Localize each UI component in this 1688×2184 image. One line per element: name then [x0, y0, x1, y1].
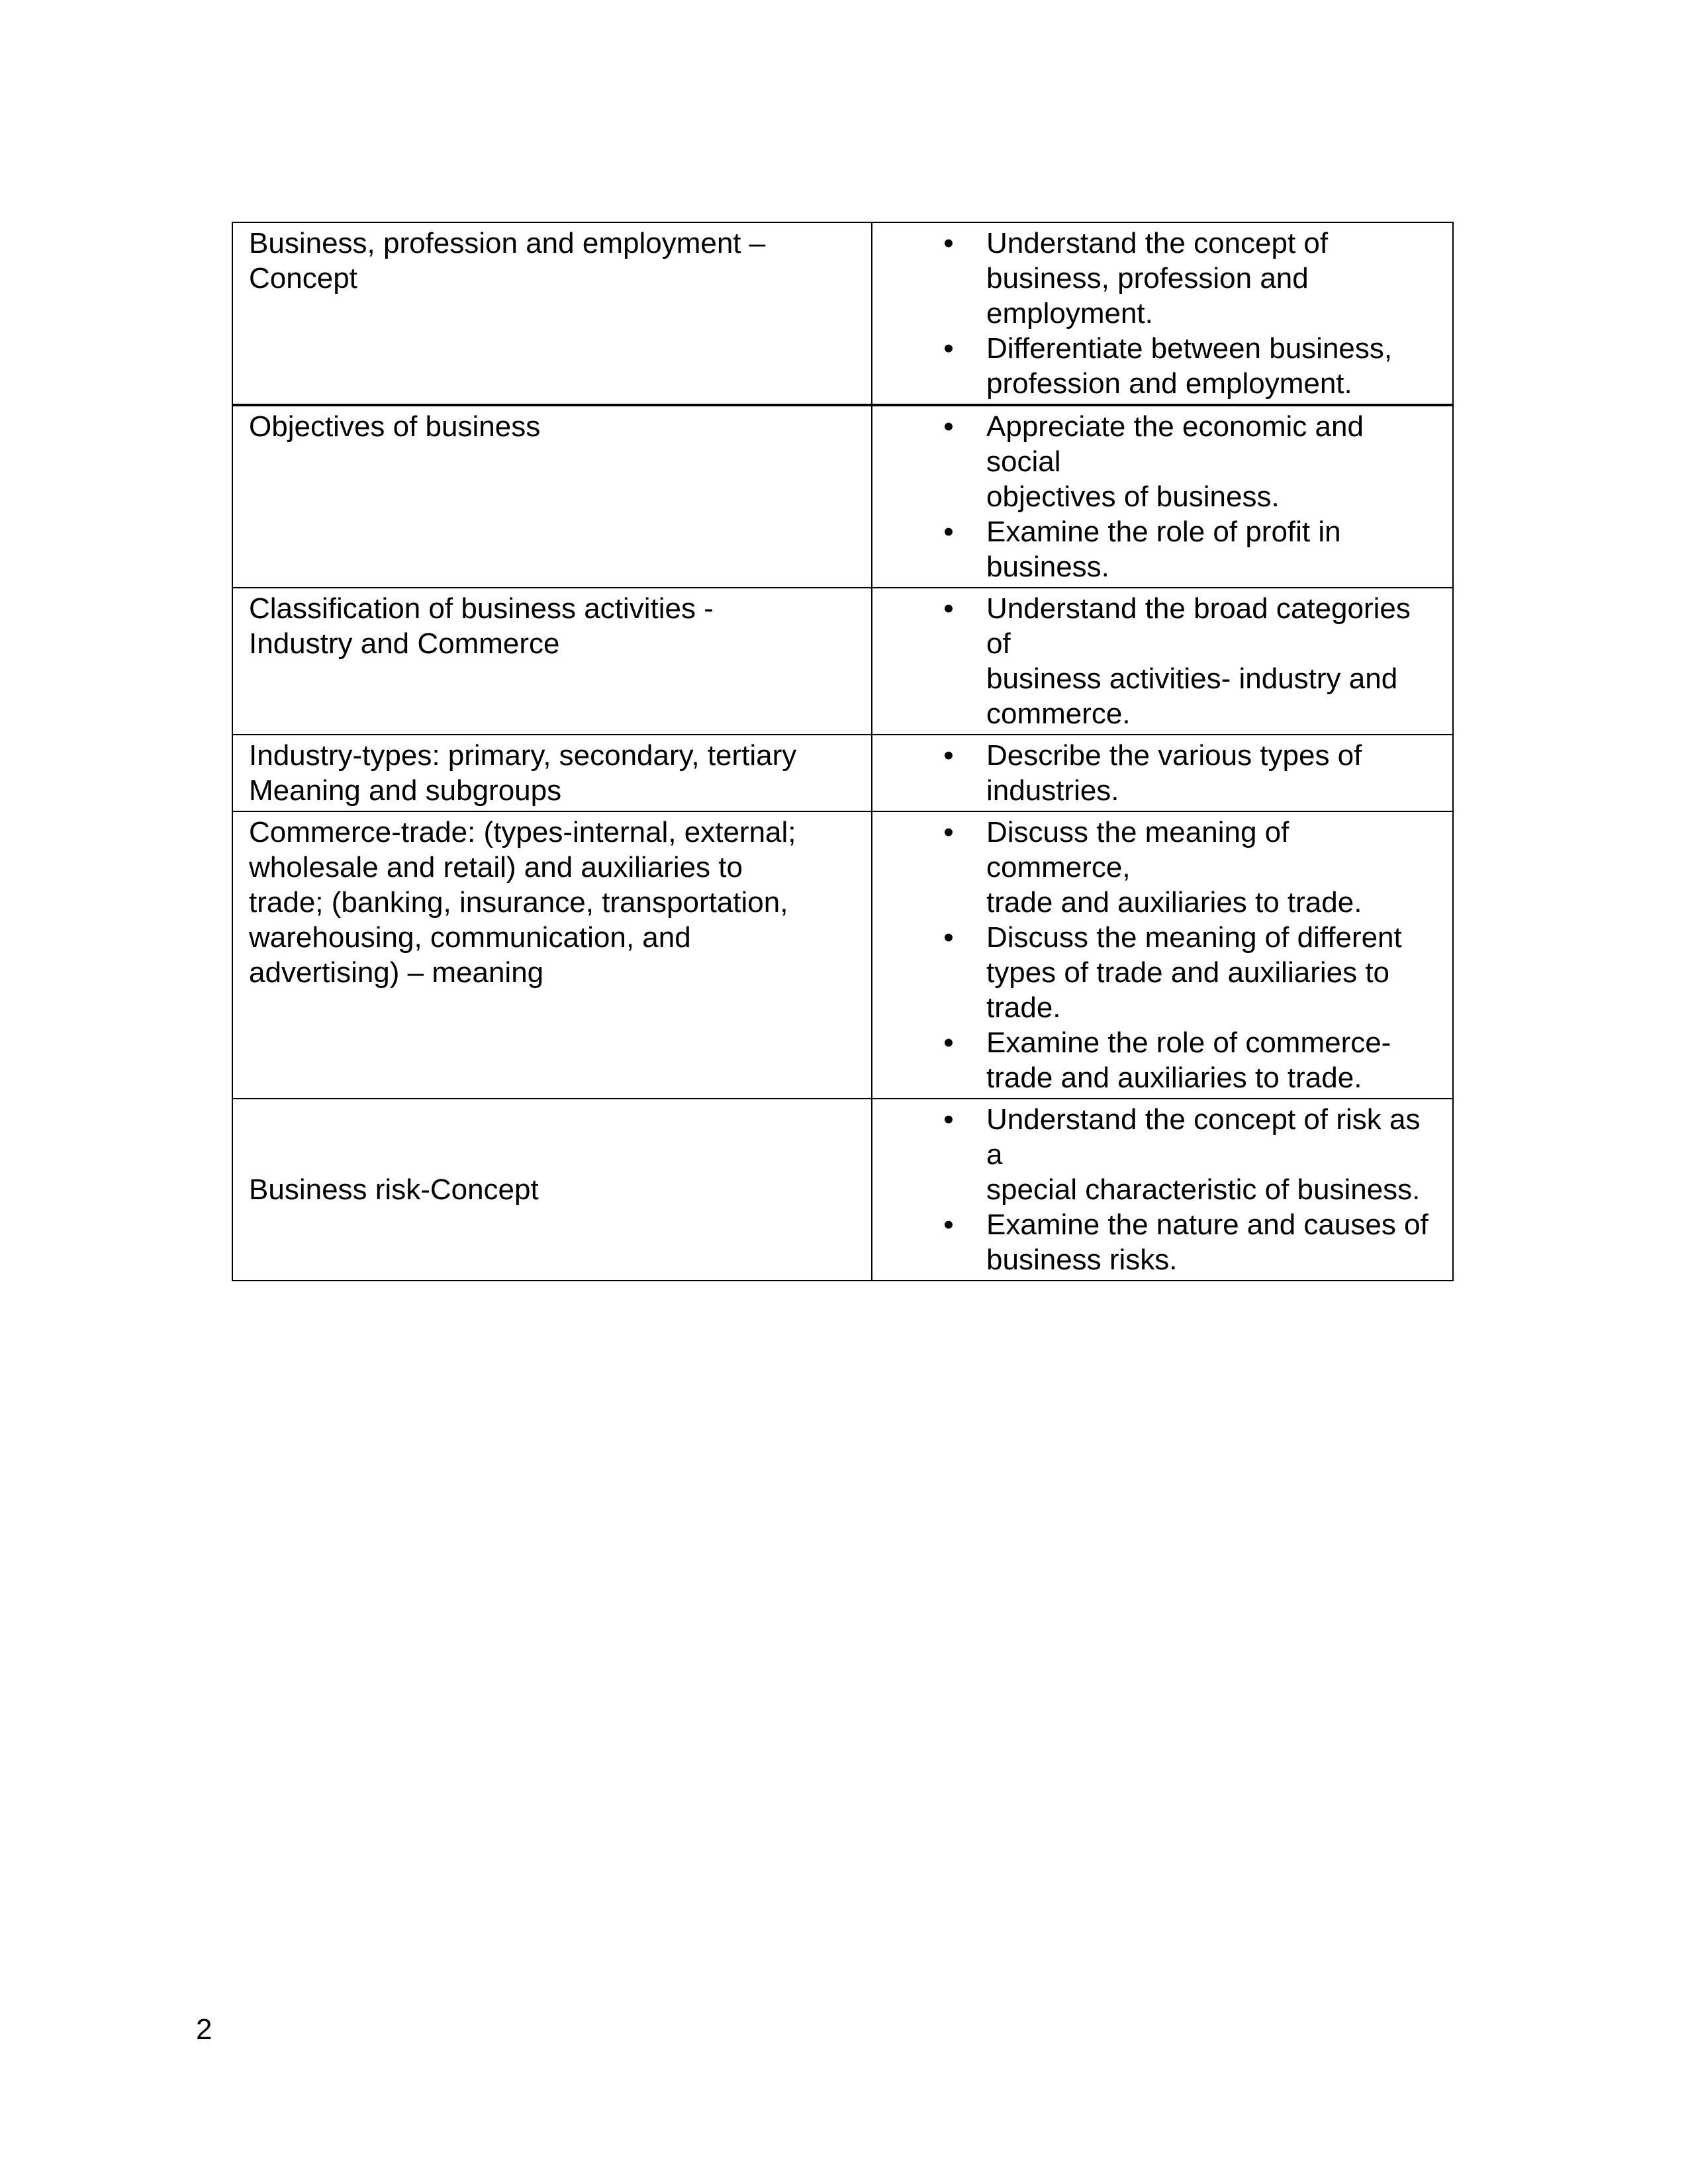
list-item: [872, 226, 1439, 331]
topic-cell: [232, 735, 872, 811]
objective-text: Examine the role of commerce- trade and auxiliaries to trade.: [986, 1026, 1391, 1094]
bullet-icon: •: [943, 1103, 954, 1136]
list-item: [872, 1025, 1439, 1095]
objectives-list: [872, 591, 1439, 731]
objectives-cell: [872, 222, 1453, 405]
objectives-cell: [872, 811, 1453, 1099]
objectives-cell: [872, 405, 1453, 588]
objective-text: Examine the role of profit in business.: [986, 516, 1341, 583]
topic-text: Classification of business activities - Industry and Commerce: [249, 592, 714, 660]
table-row: [232, 811, 1453, 1099]
table-row: [232, 405, 1453, 588]
bullet-icon: •: [943, 1026, 954, 1059]
table-row: [232, 588, 1453, 735]
page-number: 2: [196, 2013, 212, 2046]
topic-cell: [232, 405, 872, 588]
table-row: [232, 222, 1453, 405]
list-item: [872, 738, 1439, 808]
objective-text: Appreciate the economic and social objectives of business.: [986, 410, 1364, 513]
bullet-icon: •: [943, 227, 954, 259]
objectives-list: [872, 738, 1439, 808]
objective-text: Understand the concept of business, profession and employment.: [986, 227, 1329, 330]
table-row: [232, 1099, 1453, 1281]
bullet-icon: •: [943, 1208, 954, 1241]
bullet-icon: •: [943, 921, 954, 954]
list-item: [872, 1102, 1439, 1207]
objective-text: Examine the nature and causes of business risks.: [986, 1208, 1429, 1276]
topic-text: Industry-types: primary, secondary, tertiary Meaning and subgroups: [249, 739, 797, 807]
bullet-icon: •: [943, 332, 954, 365]
topic-cell: [232, 1099, 872, 1281]
topic-cell: [232, 588, 872, 735]
list-item: [872, 514, 1439, 584]
list-item: [872, 409, 1439, 514]
objective-text: Describe the various types of industries.: [986, 739, 1362, 807]
objectives-cell: [872, 588, 1453, 735]
syllabus-table: [232, 222, 1454, 1281]
objectives-list: [872, 815, 1439, 1095]
bullet-icon: •: [943, 739, 954, 772]
objectives-list: [872, 409, 1439, 584]
objectives-list: [872, 226, 1439, 401]
topic-text: Business, profession and employment – Concept: [249, 227, 766, 295]
list-item: [872, 920, 1439, 1025]
objective-text: Understand the broad categories of business activities- industry and commerce.: [986, 592, 1411, 730]
list-item: [872, 591, 1439, 731]
list-item: [872, 1207, 1439, 1277]
bullet-icon: •: [943, 816, 954, 848]
objective-text: Differentiate between business, profession and employment.: [986, 332, 1393, 400]
topic-text: Objectives of business: [249, 410, 541, 443]
bullet-icon: •: [943, 516, 954, 548]
objectives-cell: [872, 735, 1453, 811]
objective-text: Understand the concept of risk as a special characteristic of business.: [986, 1103, 1421, 1206]
topic-text: Business risk-Concept: [249, 1173, 539, 1206]
topic-cell: [232, 222, 872, 405]
list-item: [872, 815, 1439, 920]
table-row: [232, 735, 1453, 811]
bullet-icon: •: [943, 410, 954, 443]
objective-text: Discuss the meaning of commerce, trade and auxiliaries to trade.: [986, 816, 1362, 919]
objective-text: Discuss the meaning of different types of trade and auxiliaries to trade.: [986, 921, 1402, 1024]
topic-text: Commerce-trade: (types-internal, external; wholesale and retail) and auxiliaries to trade; (banking, insurance, transportation, warehousing, communication, and advertising) – meaning: [249, 816, 796, 989]
topic-cell: [232, 811, 872, 1099]
objectives-cell: [872, 1099, 1453, 1281]
objectives-list: [872, 1102, 1439, 1277]
list-item: [872, 331, 1439, 401]
bullet-icon: •: [943, 592, 954, 625]
